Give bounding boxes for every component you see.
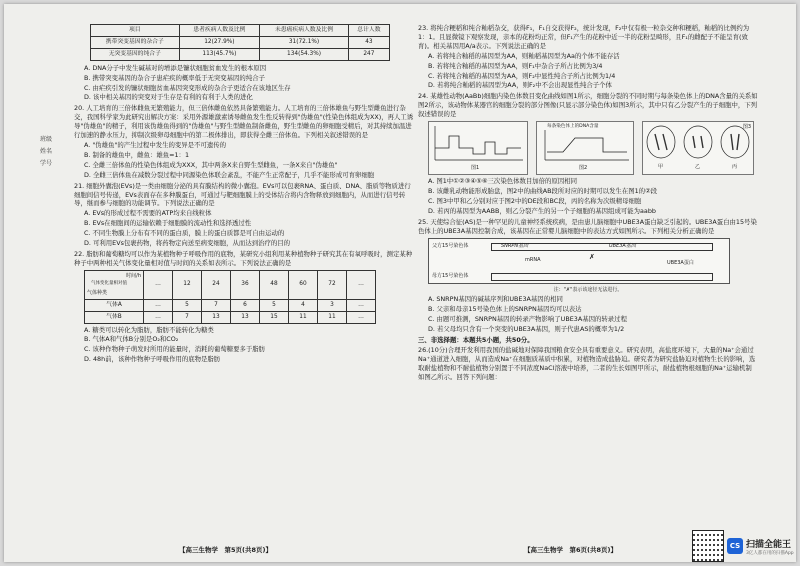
option: D. 48h前，该种作物种子呼吸作用的底物是脂肪 [84,355,221,364]
table-header-cell: … [144,270,173,299]
question-20: 20. 人工培育的三倍体雌鱼无繁殖能力，但三倍体雌鱼依然具备繁殖能力。人工培育的三倍体雄鱼与野生型雌鱼进行杂交，我国科学家为此研究出解决方案：采用外源雄激素诱导雌鱼发生性反转得到"伪雄鱼"(性染色体组成为XX)，再人工诱导"伪雄鱼"的精子，利用该伪雄鱼得到的"伪雄鱼"与野生型雌鱼制备雌鱼，野生型雌鱼的卵细胞受精后，对其持续加温进行加速的静水压力，抑制次级卵母细胞中的第二极体排出，即获得全雌三倍体鱼。下列相关叙述错误的是 [74,104,414,140]
scanner-brand [746,537,794,556]
table-cell: … [347,299,376,311]
table-corner-cell [85,270,144,299]
chromosome-curve-graphic [429,122,527,166]
binding-margin-text: 班级 姓名 学号 [40,136,59,167]
option: A. SNRPN基因的碱基序列和UBE3A基因的相同 [428,295,563,304]
corner-gas-label: 气体种类 [87,289,108,296]
block-mark-icon: ✗ [589,252,595,261]
cell-label: 乙 [695,164,701,171]
corner-mid-label: 气体变化量相对值 [91,280,127,286]
option: B. 携带突变基因的杂合子患疟疾的概率低于无突变基因的纯合子 [84,73,265,82]
qr-code-icon [692,530,724,562]
table-header-cell: 项目 [91,25,180,37]
table-cell: … [347,311,376,323]
table-cell: … [144,299,173,311]
option: C. 不同生物膜上分布有不同的蛋白质，膜上的蛋白质都是可自由运动的 [84,229,285,238]
table-header-row [91,25,390,37]
table-header-cell: 未患癌疾病人数及比例 [260,25,349,37]
option: D. 若丙的基因型为AABB，则乙分裂产生的另一个子细胞的基因组成可能为aabb [428,206,656,215]
question-21: 21. 细胞外囊泡(EVs)是一类由细胞分泌的具有膜结构的微小囊泡。EVs可以包裹RNA、蛋白质、DNA、脂质等物质进行细胞间信号传递，EVs表面存在多种膜蛋白，可通过与靶细胞膜上的受体结合将内含物释放到细胞内，从而进行信号转导，继而参与细胞的功能调节。下列说法正确的是 [74,181,411,208]
table-header-cell: 12 [173,270,202,299]
table-cell: 携带突变基因的杂合子 [91,36,180,48]
option: C. 由疟疾引发的镰状细胞贫血基因突变形成的杂合子更适合在该地区生存 [84,83,291,92]
table-row [91,48,390,60]
table-row [85,311,376,323]
row-label: 气体B [85,311,144,323]
page-footer-left: 【高三生物学 第5页(共8页)】 [179,546,272,554]
gene-ube3a-label: UBE3A基因 [609,242,636,249]
option: A. EVs的形成过程不需要的ATP均来自线粒体 [84,209,212,218]
section-heading: 三、非选择题：本题共5小题，共50分。 [418,336,534,345]
table-cell: 7 [173,311,202,323]
right-column [418,24,758,383]
table-cell: 6 [231,299,260,311]
option: B. EVs在细胞间的运输依赖于细胞膜的流动性和选择透过性 [84,219,252,228]
scanner-logo-icon: CS [727,538,743,554]
figure-row [428,121,758,175]
question-25: 25. 天使综合征(AS)是一种罕见的儿童神经系统疾病，是由患儿脑细胞中UBE3A蛋白缺乏引起的。UBE3A蛋白由15号染色体上的UBE3A基因控制合成，该基因在正常婴儿脑细胞中的表达方式如图所示。下列相关分析正确的是 [418,217,757,235]
option: B. 若将纯合籼稻的基因型为AA，则F₁中杂合子所占比例为3/4 [428,61,603,70]
cell-label: 丙 [732,164,738,171]
table-cell: 7 [202,299,231,311]
option: C. 全雌三倍体鱼的性染色体组成为XXX，其中两条X来自野生型雌鱼，一条X来自"伪雄鱼" [84,160,338,169]
question-26: 26.(10分)合理开发利用我国的盐碱地对保障我国粮食安全具有重要意义。研究表明，高盐度环境下，大量的Na⁺会通过Na⁺通道进入细胞，从而造成Na⁺在细胞质基质中积累，对植物造成盐胁迫。研究者为研究盐胁迫对植物生长的影响，选取耐盐植物和不耐盐植物分别置于不同浓度NaCl溶液中培养，二者的生长如图甲所示，耐盐植物根细胞的Na⁺运输机制如图乙所示。回答下列问题： [418,345,756,381]
figure-3-label: 图3 [742,124,751,131]
mrna-label: mRNA [525,256,541,263]
figure-note: 注："✗"表示该途径无法进行。 [553,286,623,293]
table-cell: 5 [260,299,289,311]
option: A. 图1中①②③④⑤⑥三次染色体数目加倍的原因相同 [428,177,578,186]
option: D. 全雌三倍体鱼在减数分裂过程中同源染色体联会紊乱，不能产生正常配子，几乎不能形成可育卵细胞 [84,170,375,179]
option: A. "伪雄鱼"的产生过程中发生的变异是不可遗传的 [84,140,227,149]
option: B. 父亲和母亲15号染色体上的SNRPN基因均可以表达 [428,305,582,314]
option: C. 若将纯合籼稻的基因型为AA，则F₂中显性纯合子所占比例为1/4 [428,71,616,80]
table-gas [84,270,376,324]
table-cell: 31(72.1%) [260,36,349,48]
question-23: 23. 将纯合粳稻和纯合籼稻杂交，获得F₁，F₁自交获得F₂，统计发现，F₂中仅有极一粒杂交种和粳稻，籼稻的比例约为1：1。且显微镜下观察发现，亲本的花粉均正常，但F₁产生的花粉中近一半的花粉呈畸形，且F₁的雌配子不能呈育(致育)。相关基因用A/a表示。下列说法正确的是 [418,24,750,50]
cell-division-graphic [643,122,753,162]
table-cell: 134(54.3%) [260,48,349,60]
figure-2-label: 图2 [579,165,588,172]
brand-tagline: 3亿人都在用的扫描App [746,550,794,556]
corner-time-label: 时间/h [126,272,141,279]
table-cell: 4 [289,299,318,311]
left-column [74,24,414,365]
table-cell: 15 [260,311,289,323]
option: C. 图3中甲和乙分别对应于图2中的DE段和BC段，丙的名称为次级精母细胞 [428,196,642,205]
table-cell: 5 [173,299,202,311]
option: C. 由题可推测，SNRPN基因的转录产物影响了UBE3A基因的转录过程 [428,315,627,324]
gene-snrpn-label: SNRPN基因 [501,242,529,249]
table-header-cell: 36 [231,270,260,299]
row-label: 气体A [85,299,144,311]
option: B. 制备的雄鱼中，雌鱼：雄鱼=1：1 [84,150,190,159]
table-header-cell: 总计人数 [348,25,389,37]
option: B. 气体A和气体B分别是O₂和CO₂ [84,335,179,344]
option: D. 可利用EVs包裹药物，将药物定向送至病变细胞，从而达到治疗的目的 [84,239,291,248]
brand-name: 扫描全能王 [746,539,792,550]
maternal-gene-bar [491,273,713,281]
ube3a-protein-label: UBE3A蛋白 [667,259,694,266]
maternal-chromosome-label: 母方15号染色体 [432,272,469,279]
figure-1-label: 图1 [471,165,480,172]
table-row [85,299,376,311]
table-header-cell: 60 [289,270,318,299]
table-cell: 11 [289,311,318,323]
table-header-cell: … [347,270,376,299]
table-header-cell: 48 [260,270,289,299]
table-header-row [85,270,376,299]
table-row [91,36,390,48]
option: D. 若父母均只含有一个突变的UBE3A基因，则子代患AS的概率为1/2 [428,325,625,334]
option: C. 该种作物种子萌发时所用的能量时，消耗的葡萄糖要多于脂肪 [84,345,266,354]
table-cell: … [144,311,173,323]
page-footer-right: 【高三生物学 第6页(共8页)】 [524,546,617,554]
table-cell: 13 [231,311,260,323]
table-cell: 12(27.9%) [179,36,260,48]
option: A. DNA分子中发生碱基对的增添是镰状细胞贫血发生的根本原因 [84,63,267,72]
option: B. 该雌乳动物能形成胎盘，图2中的曲线AB段所对应的时期可以发生在图1的②段 [428,186,658,195]
option: D. 该中相关基因的突变对于生存是有利的有利于人类的进化 [84,93,253,102]
table-cell: 113(45.7%) [179,48,260,60]
figure-2-title: 每条染色体上的DNA含量 [547,124,599,130]
exam-sheet [4,4,796,562]
table-malaria [90,24,390,61]
gene-expression-figure [428,238,730,284]
question-22: 22. 脂肪和葡萄糖均可以作为某植物种子呼吸作用的底物，某研究小组利用某种植物种子研究其在有氧呼吸时，测定某种种子中两种相关气体变化量相对值与时间的关系如表所示。下列说法正确的是 [74,249,413,267]
option: A. 若将纯合籼稻的基因型为AA，则籼稻基因型为Aa的个体不能存活 [428,51,620,60]
option: D. 若将纯合籼稻的基因型为AA，则F₂中不会出现显性纯合子个体 [428,81,612,90]
table-cell: 247 [348,48,389,60]
table-cell: 43 [348,36,389,48]
table-cell: 13 [202,311,231,323]
figure-3 [642,121,754,175]
option: A. 糖类可以转化为脂肪，脂肪不能转化为糖类 [84,325,214,334]
cell-label: 甲 [658,164,664,171]
table-header-cell: 患者疾病人数及比例 [179,25,260,37]
table-header-cell: 72 [318,270,347,299]
table-cell: 3 [318,299,347,311]
scanner-watermark [692,530,794,562]
figure-1 [428,121,528,175]
table-header-cell: 24 [202,270,231,299]
table-cell: 11 [318,311,347,323]
table-cell: 无突变基因的纯合子 [91,48,180,60]
figure-2 [536,121,634,175]
question-24: 24. 某雄性动物(AaBb)细胞内染色体数目变化曲线如图1所示，细胞分裂的不同时期与每条染色体上的DNA含量的关系如图2所示，该动物体某器官的细胞分裂的部分图像(只显示部分染色体)如图3所示，其中只有乙分裂产生的子细胞中，下列叙述错误的是 [418,92,758,119]
paternal-chromosome-label: 父方15号染色体 [432,242,469,249]
